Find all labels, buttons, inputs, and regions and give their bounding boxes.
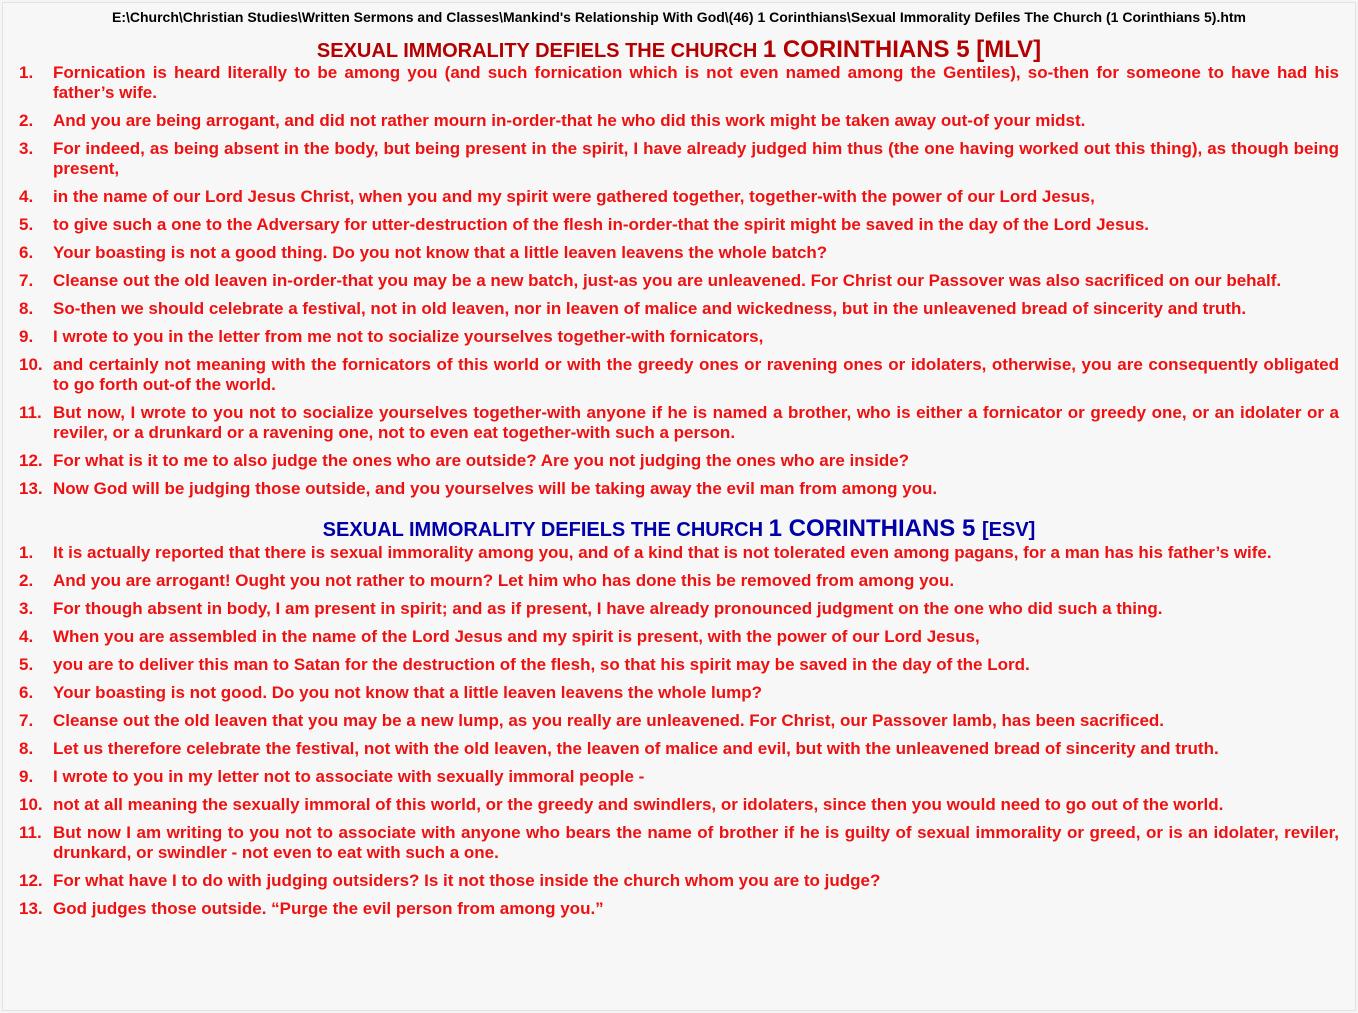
verse-text: you are to deliver this man to Satan for the destruction of the flesh, so that his spirit may be saved in the day of the Lord. [53,655,1030,674]
verse-number: 2. [19,111,34,130]
esv-heading-title: SEXUAL IMMORALITY DEFIELS THE CHURCH [322,519,769,541]
verse-text: to give such a one to the Adversary for utter-destruction of the flesh in-order-that the spirit might be saved in the day of the Lord Jesus. [53,215,1150,234]
esv-verse [19,767,1339,787]
verse-text: And you are being arrogant, and did not rather mourn in-order-that he who did this work might be taken away out-of your midst. [53,111,1086,130]
verse-number: 7. [19,271,34,290]
mlv-heading-title: SEXUAL IMMORALITY DEFIELS THE CHURCH [316,40,763,62]
file-path: E:\Church\Christian Studies\Written Sermons and Classes\Mankind's Relationship With God\(46) 1 Corinthians\Sexual Immorality Defiles The Church (1 Corinthians 5).htm [111,9,1247,25]
verse-text: Now God will be judging those outside, and you yourselves will be taking away the evil man from among you. [53,479,938,498]
verse-number: 8. [19,299,34,318]
esv-heading-ref: 1 CORINTHIANS 5 [768,515,982,542]
verse-number: 4. [19,187,34,206]
verse-text: Let us therefore celebrate the festival, not with the old leaven, the leaven of malice and evil, but with the unleavened bread of sincerity and truth. [53,739,1219,758]
mlv-verse-list [3,63,1355,499]
esv-verse [19,571,1339,591]
mlv-verse [19,451,1339,471]
mlv-verse [19,299,1339,319]
verse-number: 5. [19,215,34,234]
esv-verse [19,543,1339,563]
esv-verse [19,899,1339,919]
mlv-heading [3,29,1355,63]
verse-number: 11. [19,403,42,422]
esv-verse [19,871,1339,891]
esv-verse [19,655,1339,675]
verse-text: When you are assembled in the name of the Lord Jesus and my spirit is present, with the power of our Lord Jesus, [53,627,980,646]
verse-text: in the name of our Lord Jesus Christ, when you and my spirit were gathered together, together-with the power of our Lord Jesus, [53,187,1095,206]
verse-number: 4. [19,627,34,646]
mlv-verse [19,63,1339,103]
verse-number: 9. [19,767,34,786]
esv-verse [19,627,1339,647]
document-page [2,2,1356,1011]
verse-number: 9. [19,327,34,346]
verse-text: But now, I wrote to you not to socialize yourselves together-with anyone if he is named a brother, who is either a fornicator or greedy one, or an idolater or a reviler, or a drunkard or a ravening one, not to even eat together-with such a person. [53,403,1339,442]
verse-text: Fornication is heard literally to be among you (and such fornication which is not even named among the Gentiles), so-then for someone to have had his father’s wife. [53,63,1339,102]
mlv-verse [19,355,1339,395]
esv-verse [19,795,1339,815]
mlv-verse [19,139,1339,179]
verse-number: 13. [19,899,43,918]
verse-text: and certainly not meaning with the fornicators of this world or with the greedy ones or ravening ones or idolaters, otherwise, you are consequently obligated to go forth out-of the world. [53,355,1339,394]
verse-text: Cleanse out the old leaven that you may be a new lump, as you really are unleavened. For Christ, our Passover lamb, has been sacrificed. [53,711,1165,730]
esv-verse [19,739,1339,759]
mlv-verse [19,479,1339,499]
verse-number: 5. [19,655,34,674]
verse-text: For what is it to me to also judge the ones who are outside? Are you not judging the ones who are inside? [53,451,910,470]
verse-text: For what have I to do with judging outsiders? Is it not those inside the church whom you are to judge? [53,871,881,890]
esv-verse [19,711,1339,731]
esv-heading [3,507,1355,543]
verse-text: It is actually reported that there is sexual immorality among you, and of a kind that is not tolerated even among pagans, for a man has his father’s wife. [53,543,1272,562]
esv-heading-version: [ESV] [981,519,1036,541]
verse-number: 1. [19,63,34,82]
mlv-verse [19,243,1339,263]
verse-text: I wrote to you in the letter from me not to socialize yourselves together-with fornicators, [53,327,764,346]
verse-text: And you are arrogant! Ought you not rather to mourn? Let him who has done this be removed from among you. [53,571,955,590]
verse-number: 1. [19,543,34,562]
mlv-verse [19,271,1339,291]
esv-verse [19,599,1339,619]
verse-text: But now I am writing to you not to associate with anyone who bears the name of brother if he is guilty of sexual immorality or greed, or is an idolater, reviler, drunkard, or swindler - not even to eat with such a one. [53,823,1339,862]
verse-number: 7. [19,711,34,730]
verse-number: 12. [19,871,43,890]
verse-number: 2. [19,571,34,590]
verse-number: 11. [19,823,42,842]
verse-number: 6. [19,683,34,702]
verse-text: Cleanse out the old leaven in-order-that you may be a new batch, just-as you are unleavened. For Christ our Passover was also sacrificed on our behalf. [53,271,1282,290]
mlv-verse [19,403,1339,443]
verse-number: 3. [19,139,34,158]
verse-number: 3. [19,599,34,618]
esv-verse [19,823,1339,863]
verse-text: Your boasting is not a good thing. Do you not know that a little leaven leavens the whole batch? [53,243,828,262]
mlv-verse [19,111,1339,131]
verse-text: God judges those outside. “Purge the evil person from among you.” [53,899,604,918]
verse-text: For indeed, as being absent in the body, but being present in the spirit, I have already judged him thus (the one having worked out this thing), as though being present, [53,139,1339,178]
verse-text: For though absent in body, I am present in spirit; and as if present, I have already pronounced judgment on the one who did such a thing. [53,599,1163,618]
verse-number: 8. [19,739,34,758]
verse-number: 10. [19,355,43,374]
esv-verse-list [3,543,1355,919]
esv-verse [19,683,1339,703]
verse-number: 12. [19,451,43,470]
mlv-verse [19,187,1339,207]
verse-number: 10. [19,795,43,814]
verse-number: 6. [19,243,34,262]
mlv-heading-ref: 1 CORINTHIANS 5 [MLV] [762,36,1042,63]
mlv-verse [19,327,1339,347]
verse-number: 13. [19,479,43,498]
verse-text: not at all meaning the sexually immoral of this world, or the greedy and swindlers, or idolaters, since then you would need to go out of the world. [53,795,1224,814]
verse-text: I wrote to you in my letter not to associate with sexually immoral people - [53,767,645,786]
mlv-verse [19,215,1339,235]
verse-text: So-then we should celebrate a festival, not in old leaven, nor in leaven of malice and wickedness, but in the unleavened bread of sincerity and truth. [53,299,1247,318]
verse-text: Your boasting is not good. Do you not know that a little leaven leavens the whole lump? [53,683,763,702]
